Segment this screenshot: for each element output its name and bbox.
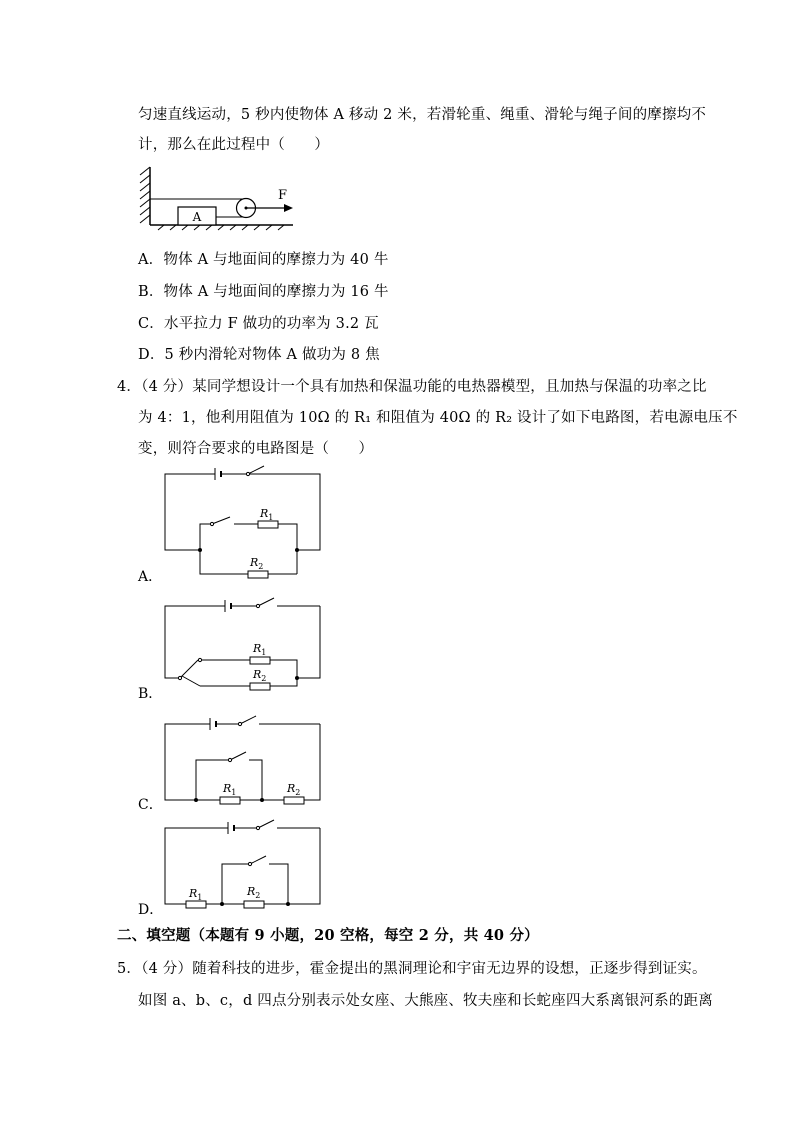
section-heading: 二、填空题（本题有 9 小题，20 空格，每空 2 分，共 40 分） bbox=[117, 927, 539, 944]
circuit-b-label: B． bbox=[138, 686, 163, 702]
q3-option-d: D．5 秒内滑轮对物体 A 做功为 8 焦 bbox=[138, 347, 380, 363]
circuit-c-r1-label: $R_1$ bbox=[223, 782, 237, 797]
circuit-b bbox=[160, 596, 325, 696]
circuit-b-r1-label: $R_1$ bbox=[253, 642, 267, 657]
q5-text-line2: 如图 a、b、c，d 四点分别表示处女座、大熊座、牧夫座和长蛇座四大系离银河系的距离 bbox=[138, 993, 713, 1009]
q5-text-line1: 5．（4 分）随着科技的进步，霍金提出的黑洞理论和宇宙无边界的设想，正逐步得到证实。 bbox=[117, 961, 707, 977]
circuit-d-r1-label: $R_1$ bbox=[189, 887, 203, 902]
q4-text-line1: 4．（4 分）某同学想设计一个具有加热和保温功能的电热器模型，且加热与保温的功率之比 bbox=[117, 379, 707, 395]
q3-option-c: C．水平拉力 F 做功的功率为 3.2 瓦 bbox=[138, 316, 379, 332]
q3-option-a: A．物体 A 与地面间的摩擦力为 40 牛 bbox=[138, 252, 389, 268]
circuit-a bbox=[160, 462, 325, 582]
q4-text-line2: 为 4：1，他利用阻值为 10Ω 的 R₁ 和阻值为 40Ω 的 R₂ 设计了如下电路图，若电源电压不 bbox=[138, 410, 738, 426]
circuit-a-label: A． bbox=[138, 569, 163, 585]
q3-text-line1: 匀速直线运动，5 秒内使物体 A 移动 2 米，若滑轮重、绳重、滑轮与绳子间的摩擦均不 bbox=[138, 107, 707, 123]
circuit-c-label: C． bbox=[138, 797, 163, 813]
circuit-a-r1-label: $R_1$ bbox=[260, 507, 274, 522]
circuit-d bbox=[160, 818, 325, 913]
block-label: A bbox=[192, 210, 202, 224]
circuit-d-r2-label: $R_2$ bbox=[247, 885, 261, 900]
pulley-figure bbox=[138, 165, 298, 231]
circuit-d-label: D． bbox=[138, 902, 164, 918]
circuit-a-r2-label: $R_2$ bbox=[250, 556, 264, 571]
circuit-c-r2-label: $R_2$ bbox=[287, 782, 301, 797]
q4-text-line3: 变，则符合要求的电路图是（ ） bbox=[138, 441, 374, 457]
q3-option-b: B．物体 A 与地面间的摩擦力为 16 牛 bbox=[138, 284, 389, 300]
force-label: F bbox=[278, 188, 288, 203]
q3-text-line2: 计，那么在此过程中（ ） bbox=[138, 137, 330, 153]
circuit-b-r2-label: $R_2$ bbox=[253, 668, 267, 683]
circuit-c bbox=[160, 714, 325, 809]
